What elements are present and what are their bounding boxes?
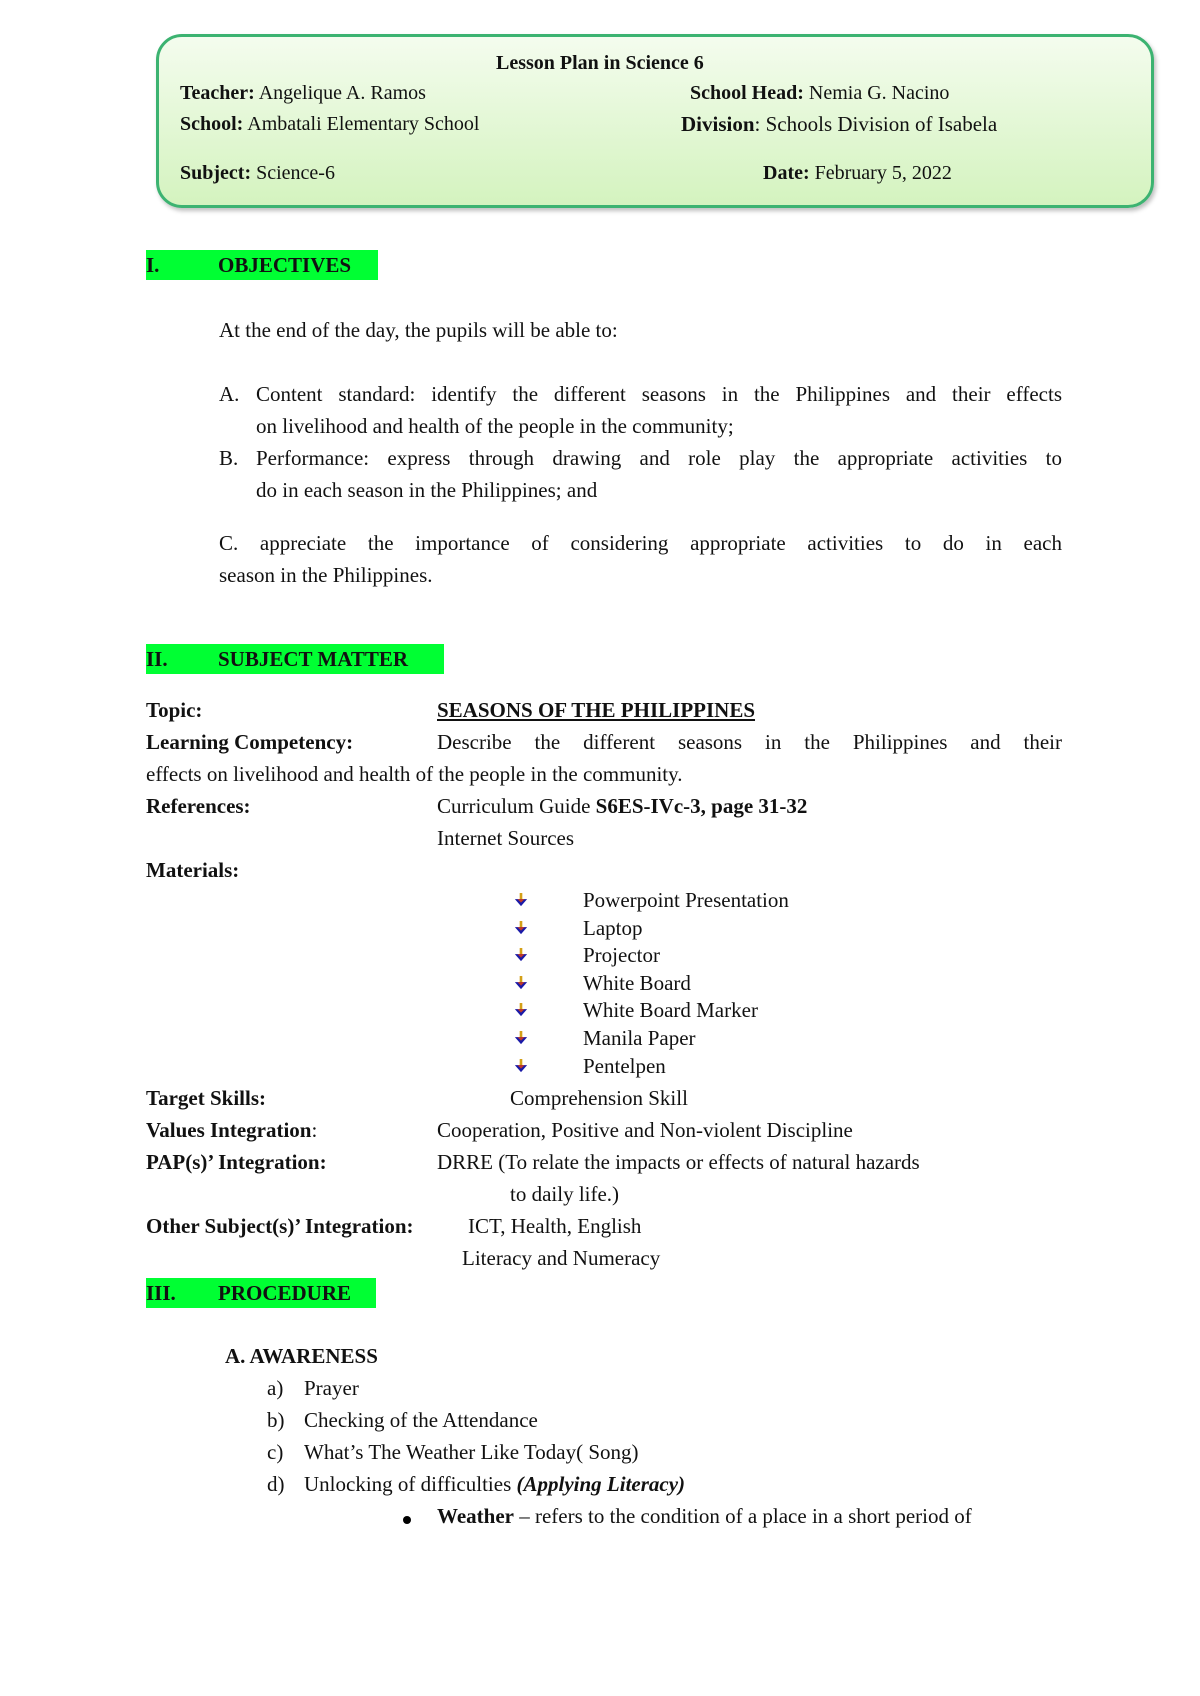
division-label: Division — [681, 112, 755, 136]
procedure-heading — [146, 1278, 376, 1308]
references-prefix: Curriculum Guide — [437, 794, 596, 818]
subject-matter-heading — [146, 644, 444, 674]
subject-field — [180, 162, 335, 185]
material-item: Pentelpen — [583, 1054, 666, 1078]
material-item: Laptop — [583, 916, 643, 940]
procedure-item-d-text: Unlocking of difficulties — [304, 1472, 517, 1496]
lesson-title: Lesson Plan in Science 6 — [496, 52, 704, 74]
school-value: Ambatali Elementary School — [247, 113, 480, 135]
subject-matter-number: II. — [146, 647, 168, 671]
material-item: White Board Marker — [583, 998, 758, 1022]
arrow-bullet-icon — [514, 1002, 528, 1018]
arrow-bullet-icon — [514, 892, 528, 908]
competency-line2: effects on livelihood and health of the people in the community. — [146, 762, 683, 786]
references-code: S6ES-IVc-3, page 31-32 — [595, 794, 808, 818]
references-line2: Internet Sources — [437, 826, 575, 850]
objectives-intro: At the end of the day, the pupils will be able to: — [219, 318, 618, 342]
procedure-number: III. — [146, 1281, 176, 1305]
arrow-bullet-icon — [514, 1058, 528, 1074]
weather-term: Weather — [437, 1504, 514, 1528]
pap-label: PAP(s)’ Integration: — [146, 1150, 327, 1174]
teacher-field — [180, 82, 426, 105]
school-head-label: School Head: — [690, 82, 804, 104]
references-label: References: — [146, 794, 251, 818]
material-item: White Board — [583, 971, 691, 995]
competency-label: Learning Competency: — [146, 730, 354, 754]
weather-definition — [437, 1504, 972, 1529]
date-field — [763, 162, 952, 185]
date-value: February 5, 2022 — [814, 162, 952, 184]
date-label: Date: — [763, 162, 810, 184]
subject-value: Science-6 — [256, 162, 335, 184]
values-value: Cooperation, Positive and Non-violent Discipline — [437, 1118, 853, 1142]
skills-label: Target Skills: — [146, 1086, 266, 1110]
other-subjects-label: Other Subject(s)’ Integration: — [146, 1214, 414, 1238]
material-item: Projector — [583, 943, 660, 967]
procedure-item-b-text: Checking of the Attendance — [304, 1408, 538, 1432]
material-item: Powerpoint Presentation — [583, 888, 789, 912]
teacher-label: Teacher: — [180, 82, 255, 104]
school-head-field — [690, 82, 949, 105]
subject-label: Subject: — [180, 162, 252, 184]
objectives-number: I. — [146, 253, 160, 277]
values-field — [146, 1118, 317, 1143]
procedure-item-c-letter: c) — [267, 1440, 284, 1464]
objective-b-letter: B. — [219, 446, 239, 470]
values-label: Values Integration — [146, 1118, 312, 1142]
procedure-item-a-letter: a) — [267, 1376, 284, 1400]
subject-matter-title: SUBJECT MATTER — [218, 647, 409, 671]
skills-value: Comprehension Skill — [510, 1086, 688, 1110]
material-item: Manila Paper — [583, 1026, 696, 1050]
procedure-item-d-letter: d) — [267, 1472, 285, 1496]
division-field — [681, 112, 997, 137]
weather-text: – refers to the condition of a place in a short period of — [513, 1504, 972, 1528]
references-value — [437, 794, 807, 819]
objective-b-line1: Performance: express through drawing and role play the appropriate activities to — [256, 446, 1062, 470]
applying-literacy-note: (Applying Literacy) — [516, 1472, 686, 1496]
division-value: : Schools Division of Isabela — [754, 112, 998, 136]
objective-b-line2: do in each season in the Philippines; and — [256, 478, 598, 502]
objective-c-line2: season in the Philippines. — [219, 563, 433, 587]
objective-a-line1: Content standard: identify the different seasons in the Philippines and their effects — [256, 382, 1062, 406]
procedure-title: PROCEDURE — [218, 1281, 352, 1305]
pap-line2: to daily life.) — [510, 1182, 620, 1206]
procedure-item-d — [304, 1472, 685, 1497]
competency-line1: Describe the different seasons in the Philippines and their — [437, 730, 1062, 754]
other-subjects-line2: Literacy and Numeracy — [462, 1246, 661, 1270]
arrow-bullet-icon — [514, 920, 528, 936]
objectives-heading — [146, 250, 378, 280]
school-field — [180, 113, 479, 136]
awareness-heading: A. AWARENESS — [225, 1344, 378, 1368]
pap-line1: DRRE (To relate the impacts or effects of natural hazards — [437, 1150, 920, 1174]
school-head-value: Nemia G. Nacino — [808, 82, 950, 104]
other-subjects-line1: ICT, Health, English — [468, 1214, 642, 1238]
arrow-bullet-icon — [514, 1030, 528, 1046]
arrow-bullet-icon — [514, 947, 528, 963]
school-label: School: — [180, 113, 244, 135]
procedure-item-c-text: What’s The Weather Like Today( Song) — [304, 1440, 639, 1464]
topic-label: Topic: — [146, 698, 203, 722]
objective-c-line1: C. appreciate the importance of considering appropriate activities to do in each — [219, 531, 1062, 555]
arrow-bullet-icon — [514, 975, 528, 991]
teacher-value: Angelique A. Ramos — [258, 82, 426, 104]
procedure-item-b-letter: b) — [267, 1408, 285, 1432]
objectives-title: OBJECTIVES — [218, 253, 352, 277]
materials-label: Materials: — [146, 858, 240, 882]
objective-a-line2: on livelihood and health of the people in the community; — [256, 414, 734, 438]
weather-bullet — [403, 1516, 411, 1524]
topic-value: SEASONS OF THE PHILIPPINES — [437, 698, 756, 722]
objective-a-letter: A. — [219, 382, 240, 406]
procedure-item-a-text: Prayer — [304, 1376, 359, 1400]
values-colon: : — [311, 1118, 318, 1142]
